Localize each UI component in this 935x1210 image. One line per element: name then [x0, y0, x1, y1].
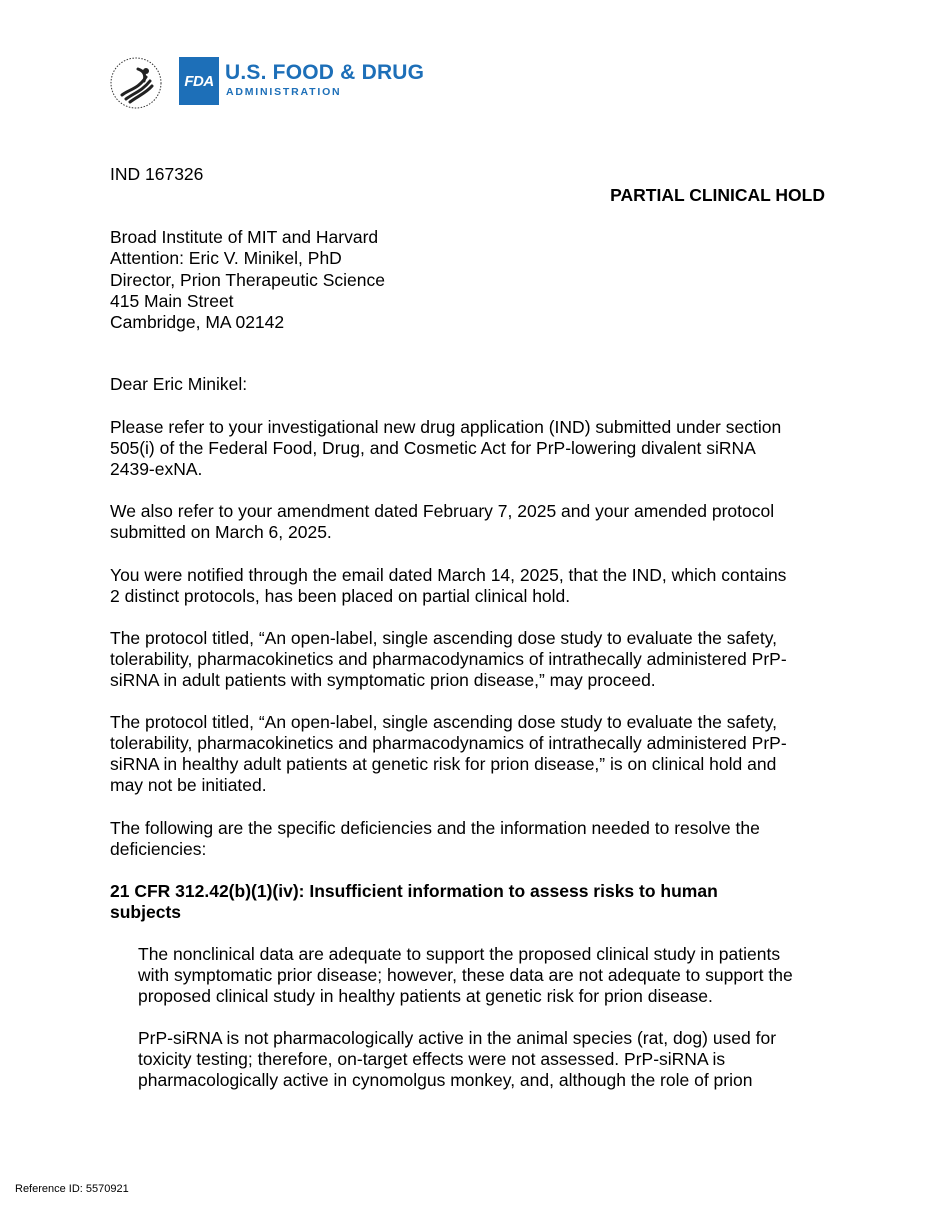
address-line: Attention: Eric V. Minikel, PhD: [110, 248, 342, 268]
text-line: pharmacologically active in cynomolgus monkey, and, although the role of prion: [138, 1070, 753, 1090]
text-line: siRNA in adult patients with symptomatic prion disease,” may proceed.: [110, 670, 656, 690]
text-line: Please refer to your investigational new drug application (IND) submitted under section: [110, 417, 782, 437]
text-line: toxicity testing; therefore, on-target effects were not assessed. PrP-siRNA is: [138, 1049, 726, 1069]
text-line: deficiencies:: [110, 839, 207, 859]
text-line: The following are the specific deficiencies and the information needed to resolve the: [110, 818, 760, 838]
agency-subtitle: ADMINISTRATION: [226, 86, 342, 98]
ind-number: IND 167326: [110, 164, 204, 184]
text-line: We also refer to your amendment dated February 7, 2025 and your amended protocol: [110, 501, 775, 521]
text-line: 2 distinct protocols, has been placed on partial clinical hold.: [110, 586, 571, 606]
address-line: Cambridge, MA 02142: [110, 312, 285, 332]
text-line: The protocol titled, “An open-label, single ascending dose study to evaluate the safety,: [110, 628, 778, 648]
address-line: Director, Prion Therapeutic Science: [110, 270, 385, 290]
text-line: 2439-exNA.: [110, 459, 203, 479]
hold-title: PARTIAL CLINICAL HOLD: [610, 185, 825, 205]
hhs-seal-icon: [108, 55, 164, 111]
address-line: Broad Institute of MIT and Harvard: [110, 227, 379, 247]
reference-id: Reference ID: 5570921: [15, 1183, 129, 1195]
text-line: You were notified through the email dated March 14, 2025, that the IND, which contains: [110, 565, 787, 585]
text-line: with symptomatic prior disease; however, these data are not adequate to support the: [138, 965, 793, 985]
address-line: 415 Main Street: [110, 291, 234, 311]
text-line: proposed clinical study in healthy patients at genetic risk for prion disease.: [138, 986, 713, 1006]
fda-badge: FDA: [179, 57, 219, 105]
text-line: 505(i) of the Federal Food, Drug, and Cosmetic Act for PrP-lowering divalent siRNA: [110, 438, 756, 458]
text-line: The nonclinical data are adequate to support the proposed clinical study in patients: [138, 944, 781, 964]
text-line: tolerability, pharmacokinetics and pharmacodynamics of intrathecally administered PrP-: [110, 649, 787, 669]
text-line: may not be initiated.: [110, 775, 267, 795]
heading-line: subjects: [110, 902, 181, 922]
text-line: The protocol titled, “An open-label, single ascending dose study to evaluate the safety,: [110, 712, 778, 732]
agency-name: U.S. FOOD & DRUG: [225, 61, 425, 84]
text-line: siRNA in healthy adult patients at genetic risk for prion disease,” is on clinical hold and: [110, 754, 777, 774]
heading-line: 21 CFR 312.42(b)(1)(iv): Insufficient information to assess risks to human: [110, 881, 718, 901]
text-line: tolerability, pharmacokinetics and pharmacodynamics of intrathecally administered PrP-: [110, 733, 787, 753]
text-line: PrP-siRNA is not pharmacologically active in the animal species (rat, dog) used for: [138, 1028, 777, 1048]
text-line: submitted on March 6, 2025.: [110, 522, 332, 542]
salutation: Dear Eric Minikel:: [110, 374, 248, 394]
